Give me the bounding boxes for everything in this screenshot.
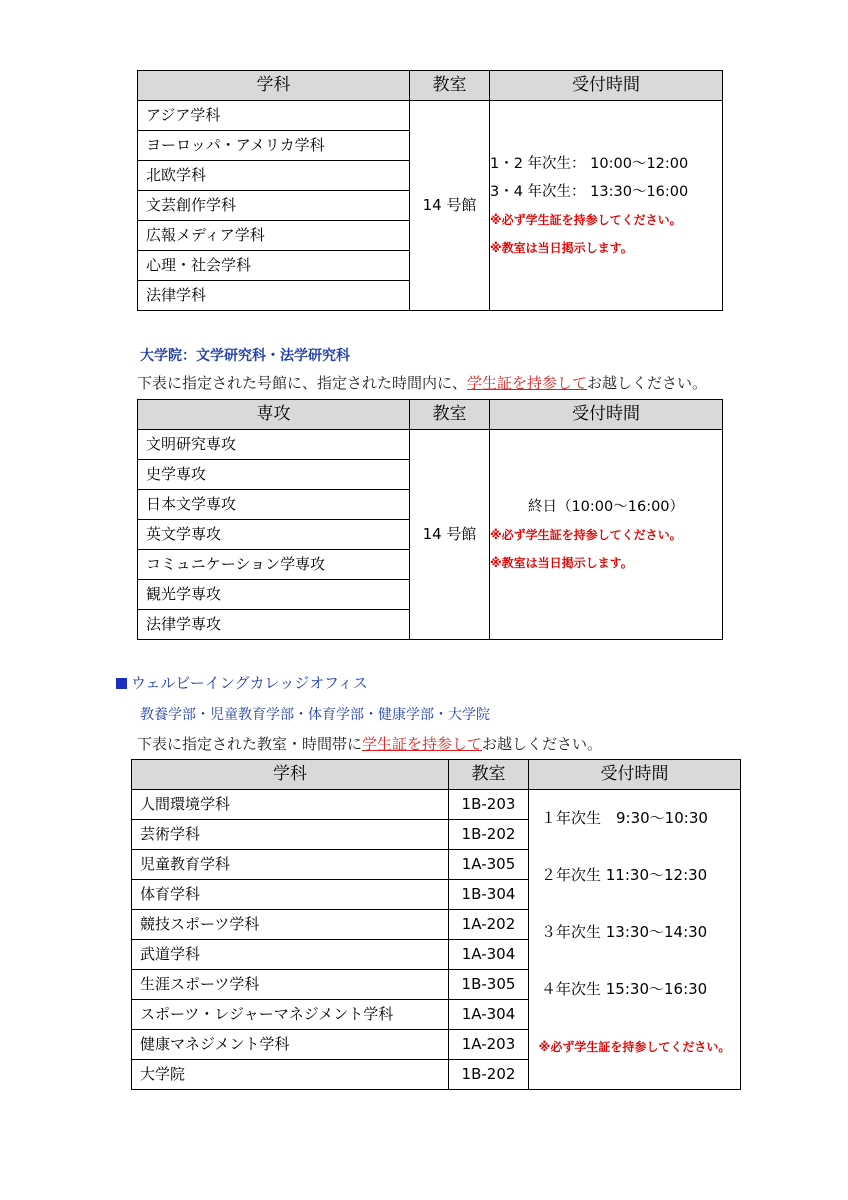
dept-cell: 北欧学科	[138, 161, 410, 191]
dept-cell: 競技スポーツ学科	[132, 910, 449, 940]
header-dept: 学科	[138, 71, 410, 101]
major-cell: 法律学専攻	[138, 610, 410, 640]
room-cell: 1B-203	[449, 790, 529, 820]
room-cell: 1A-304	[449, 1000, 529, 1030]
schedule-table-wellbeing	[131, 759, 741, 1090]
warning-text: ※必ず学生証を持参してください。	[490, 527, 682, 542]
instruction-highlight: 学生証を持参して	[362, 735, 483, 753]
instruction-post: お越しください。	[587, 374, 708, 392]
dept-cell: 人間環境学科	[132, 790, 449, 820]
time-cell	[490, 101, 723, 311]
room-cell: 1B-202	[449, 1060, 529, 1090]
header-time: 受付時間	[490, 71, 723, 101]
room-cell: 1A-305	[449, 850, 529, 880]
dept-cell: 大学院	[132, 1060, 449, 1090]
warning-text: ※必ず学生証を持参してください。	[538, 1040, 731, 1054]
dept-cell: 文芸創作学科	[138, 191, 410, 221]
instruction-post: お越しください。	[482, 735, 603, 753]
dept-cell: アジア学科	[138, 101, 410, 131]
warning-text: ※教室は当日掲示します。	[490, 240, 633, 255]
header-room: 教室	[410, 400, 490, 430]
faculties-heading: 教養学部・児童教育学部・体育学部・健康学部・大学院	[140, 707, 490, 723]
dept-cell: 生涯スポーツ学科	[132, 970, 449, 1000]
room-cell: 1A-203	[449, 1030, 529, 1060]
time-line: ２年次生 11:30～12:30	[541, 866, 708, 884]
major-cell: コミュニケーション学専攻	[138, 550, 410, 580]
warning-text: ※教室は当日掲示します。	[490, 555, 633, 570]
dept-cell: 芸術学科	[132, 820, 449, 850]
time-cell	[529, 790, 741, 1090]
time-line: 1・2 年次生： 10:00～12:00	[490, 155, 689, 172]
table-header-row	[138, 71, 723, 101]
time-cell	[490, 430, 723, 640]
square-bullet-icon	[116, 678, 127, 689]
time-line: ４年次生 15:30～16:30	[541, 980, 708, 998]
dept-cell: ヨーロッパ・アメリカ学科	[138, 131, 410, 161]
room-cell: 1B-202	[449, 820, 529, 850]
major-cell: 日本文学専攻	[138, 490, 410, 520]
time-line: ３年次生 13:30～14:30	[541, 923, 708, 941]
room-cell: 1A-202	[449, 910, 529, 940]
table-row	[138, 430, 723, 460]
time-line: １年次生 9:30～10:30	[541, 809, 708, 827]
major-cell: 観光学専攻	[138, 580, 410, 610]
dept-cell: スポーツ・レジャーマネジメント学科	[132, 1000, 449, 1030]
header-dept: 学科	[132, 760, 449, 790]
grad-school-heading: 大学院：文学研究科・法学研究科	[140, 348, 350, 364]
major-cell: 史学専攻	[138, 460, 410, 490]
header-major: 専攻	[138, 400, 410, 430]
major-cell: 文明研究専攻	[138, 430, 410, 460]
time-line: 3・4 年次生： 13:30～16:00	[490, 183, 689, 200]
room-cell: 1B-304	[449, 880, 529, 910]
time-line: 終日（10:00～16:00）	[527, 498, 685, 515]
room-cell: 14 号館	[410, 101, 490, 311]
schedule-table-grad	[137, 399, 723, 640]
dept-cell: 武道学科	[132, 940, 449, 970]
header-time: 受付時間	[529, 760, 741, 790]
dept-cell: 健康マネジメント学科	[132, 1030, 449, 1060]
table-row	[138, 101, 723, 131]
header-room: 教室	[449, 760, 529, 790]
dept-cell: 児童教育学科	[132, 850, 449, 880]
instruction-pre: 下表に指定された号館に、指定された時間内に、	[137, 374, 468, 392]
header-room: 教室	[410, 71, 490, 101]
table-row	[132, 790, 741, 820]
room-cell: 1A-304	[449, 940, 529, 970]
table-header-row	[138, 400, 723, 430]
dept-cell: 体育学科	[132, 880, 449, 910]
major-cell: 英文学専攻	[138, 520, 410, 550]
room-cell: 1B-305	[449, 970, 529, 1000]
dept-cell: 法律学科	[138, 281, 410, 311]
header-time: 受付時間	[490, 400, 723, 430]
instruction-text	[137, 733, 602, 754]
office-name: ウェルビーイングカレッジオフィス	[131, 674, 368, 692]
instruction-pre: 下表に指定された教室・時間帯に	[137, 735, 363, 753]
dept-cell: 広報メディア学科	[138, 221, 410, 251]
instruction-highlight: 学生証を持参して	[467, 374, 588, 392]
warning-text: ※必ず学生証を持参してください。	[490, 212, 682, 227]
table-header-row	[132, 760, 741, 790]
instruction-text	[137, 372, 707, 393]
dept-cell: 心理・社会学科	[138, 251, 410, 281]
schedule-table-undergrad	[137, 70, 723, 311]
room-cell: 14 号館	[410, 430, 490, 640]
wellbeing-office-heading	[116, 672, 368, 693]
